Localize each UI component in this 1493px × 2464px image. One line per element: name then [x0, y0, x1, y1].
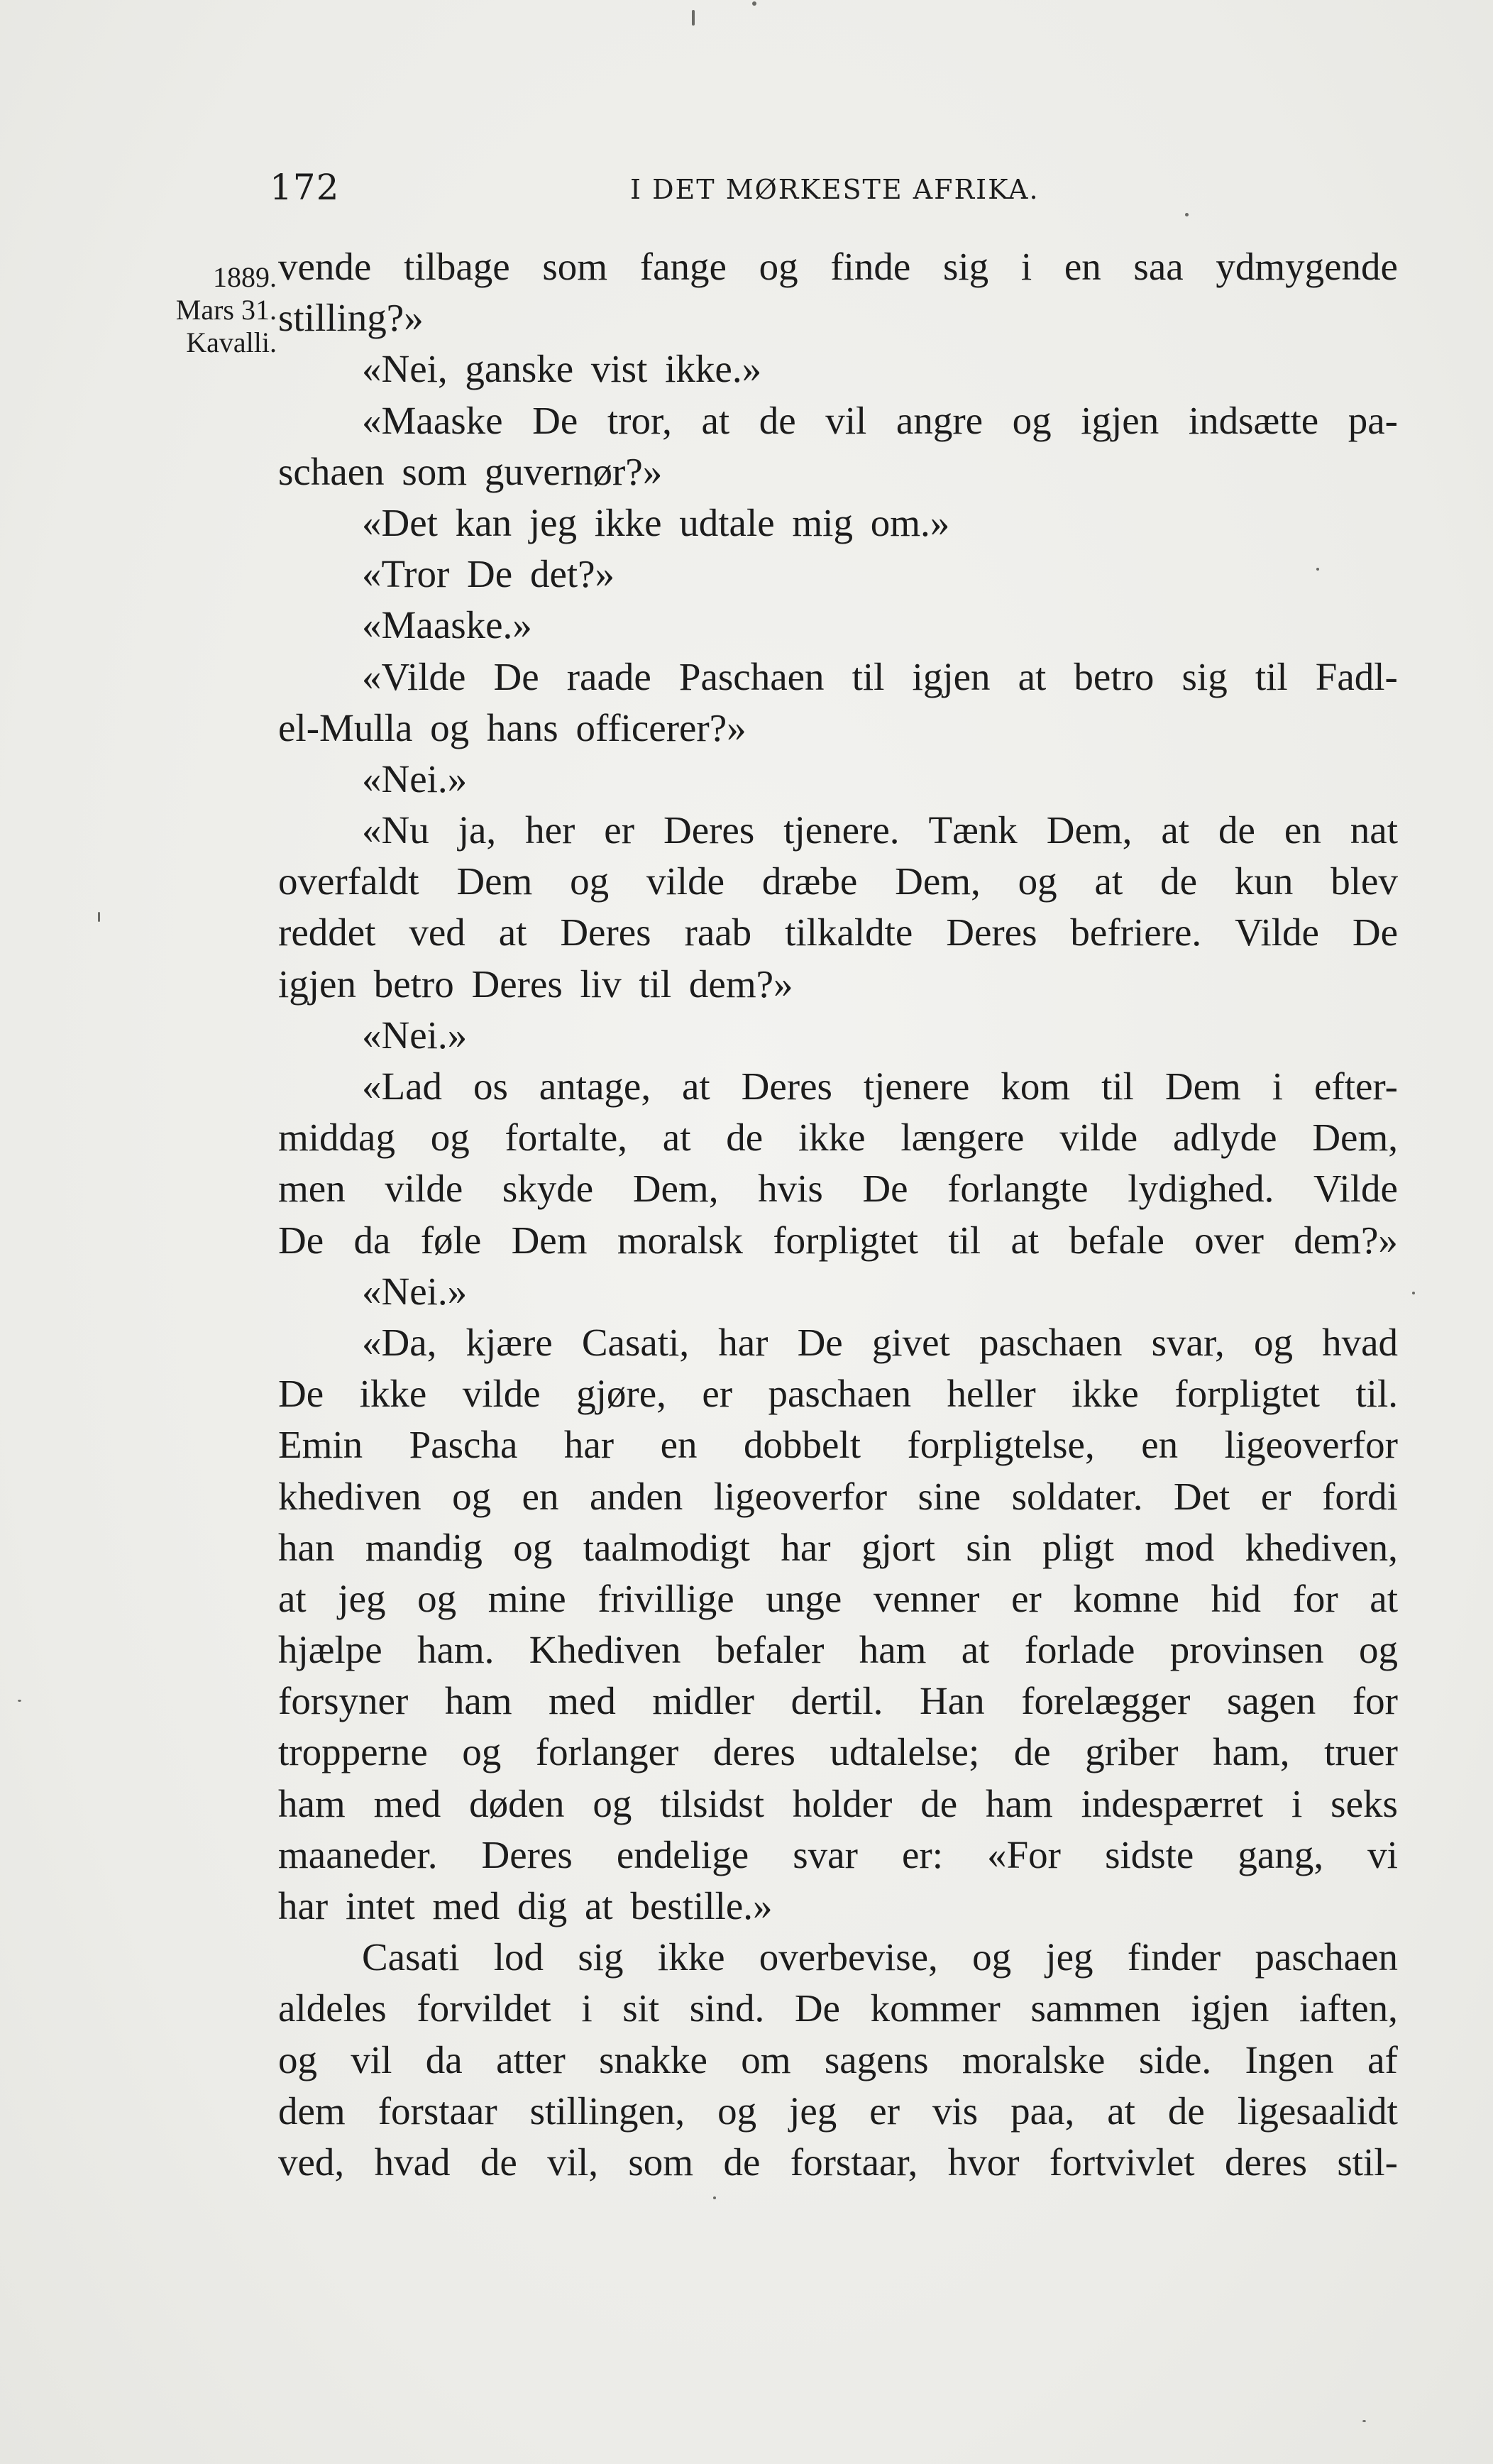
text-line: han mandig og taalmodigt har gjort sin pligt mod khediven, [278, 1525, 1398, 1569]
margin-note-year: 1889. [213, 261, 277, 293]
text-line: «Maaske.» [362, 603, 532, 647]
text-line: har intet med dig at bestille.» [278, 1884, 773, 1927]
text-line: hjælpe ham. Khediven befaler ham at forlade provinsen og [278, 1628, 1398, 1672]
text-line: overfaldt Dem og vilde dræbe Dem, og at de kun blev [278, 859, 1398, 903]
text-line: «Maaske De tror, at de vil angre og igjen indsætte pa- [362, 398, 1398, 442]
text-line: maaneder. Deres endelige svar er: «For sidste gang, vi [278, 1832, 1398, 1876]
text-line: Casati lod sig ikke overbevise, og jeg finder paschaen [362, 1935, 1398, 1979]
margin-note-date: Mars 31. [175, 294, 277, 326]
text-line: el-Mulla og hans officerer?» [278, 705, 746, 749]
text-line: «Nei, ganske vist ikke.» [362, 347, 762, 391]
scan-speck [1412, 1292, 1415, 1294]
scan-speck [752, 1, 756, 6]
page-number: 172 [270, 167, 340, 208]
text-line: vende tilbage som fange og finde sig i en saa ydmygende [278, 245, 1398, 288]
text-line: Emin Pascha har en dobbelt forpligtelse, en ligeoverfor [278, 1423, 1398, 1467]
scan-speck [98, 912, 100, 922]
scan-speck [1185, 213, 1189, 216]
text-line: De ikke vilde gjøre, er paschaen heller ikke forpligtet til. [278, 1372, 1398, 1416]
page-header [270, 167, 1405, 224]
scan-speck [692, 10, 695, 26]
margin-note-place: Kavalli. [186, 326, 277, 358]
body-text [278, 241, 1398, 2188]
text-line: khediven og en anden ligeoverfor sine soldater. Det er fordi [278, 1474, 1398, 1518]
text-line: ham med døden og tilsidst holder de ham indespærret i seks [278, 1781, 1398, 1825]
text-line: ved, hvad de vil, som de forstaar, hvor fortvivlet deres stil- [278, 2140, 1398, 2184]
scan-speck [1316, 568, 1319, 571]
text-line: middag og fortalte, at de ikke længere vilde adlyde Dem, [278, 1116, 1398, 1160]
text-line: «Nei.» [362, 757, 468, 801]
running-title: I DET MØRKESTE AFRIKA. [630, 174, 1040, 205]
scan-speck [713, 2196, 716, 2199]
text-line: aldeles forvildet i sit sind. De kommer sammen igjen iaften, [278, 1986, 1398, 2030]
text-line: «Nei.» [362, 1013, 468, 1057]
text-line: og vil da atter snakke om sagens moralske side. Ingen af [278, 2037, 1398, 2081]
text-line: De da føle Dem moralsk forpligtet til at befale over dem?» [278, 1218, 1398, 1262]
text-line: at jeg og mine frivillige unge venner er komne hid for at [278, 1576, 1398, 1620]
text-line: «Da, kjære Casati, har De givet paschaen svar, og hvad [362, 1320, 1398, 1364]
text-line: «Vilde De raade Paschaen til igjen at betro sig til Fadl- [362, 654, 1398, 698]
text-line: «Det kan jeg ikke udtale mig om.» [362, 500, 950, 544]
text-line: reddet ved at Deres raab tilkaldte Deres befriere. Vilde De [278, 911, 1398, 955]
text-line: «Nu ja, her er Deres tjenere. Tænk Dem, at de en nat [362, 808, 1398, 852]
margin-notes [135, 261, 277, 359]
text-line: «Nei.» [362, 1269, 468, 1313]
text-line: forsyner ham med midler dertil. Han forelægger sagen for [278, 1679, 1398, 1723]
scan-speck [1362, 2420, 1366, 2422]
text-line: dem forstaar stillingen, og jeg er vis paa, at de ligesaalidt [278, 2089, 1398, 2133]
text-line: «Lad os antage, at Deres tjenere kom til Dem i efter- [362, 1065, 1398, 1108]
text-line: men vilde skyde Dem, hvis De forlangte lydighed. Vilde [278, 1167, 1398, 1211]
text-line: tropperne og forlanger deres udtalelse; de griber ham, truer [278, 1730, 1398, 1774]
scan-speck [18, 1700, 21, 1702]
text-line: igjen betro Deres liv til dem?» [278, 962, 793, 1006]
text-line: schaen som guvernør?» [278, 449, 663, 493]
text-line: stilling?» [278, 296, 424, 340]
text-line: «Tror De det?» [362, 552, 615, 596]
